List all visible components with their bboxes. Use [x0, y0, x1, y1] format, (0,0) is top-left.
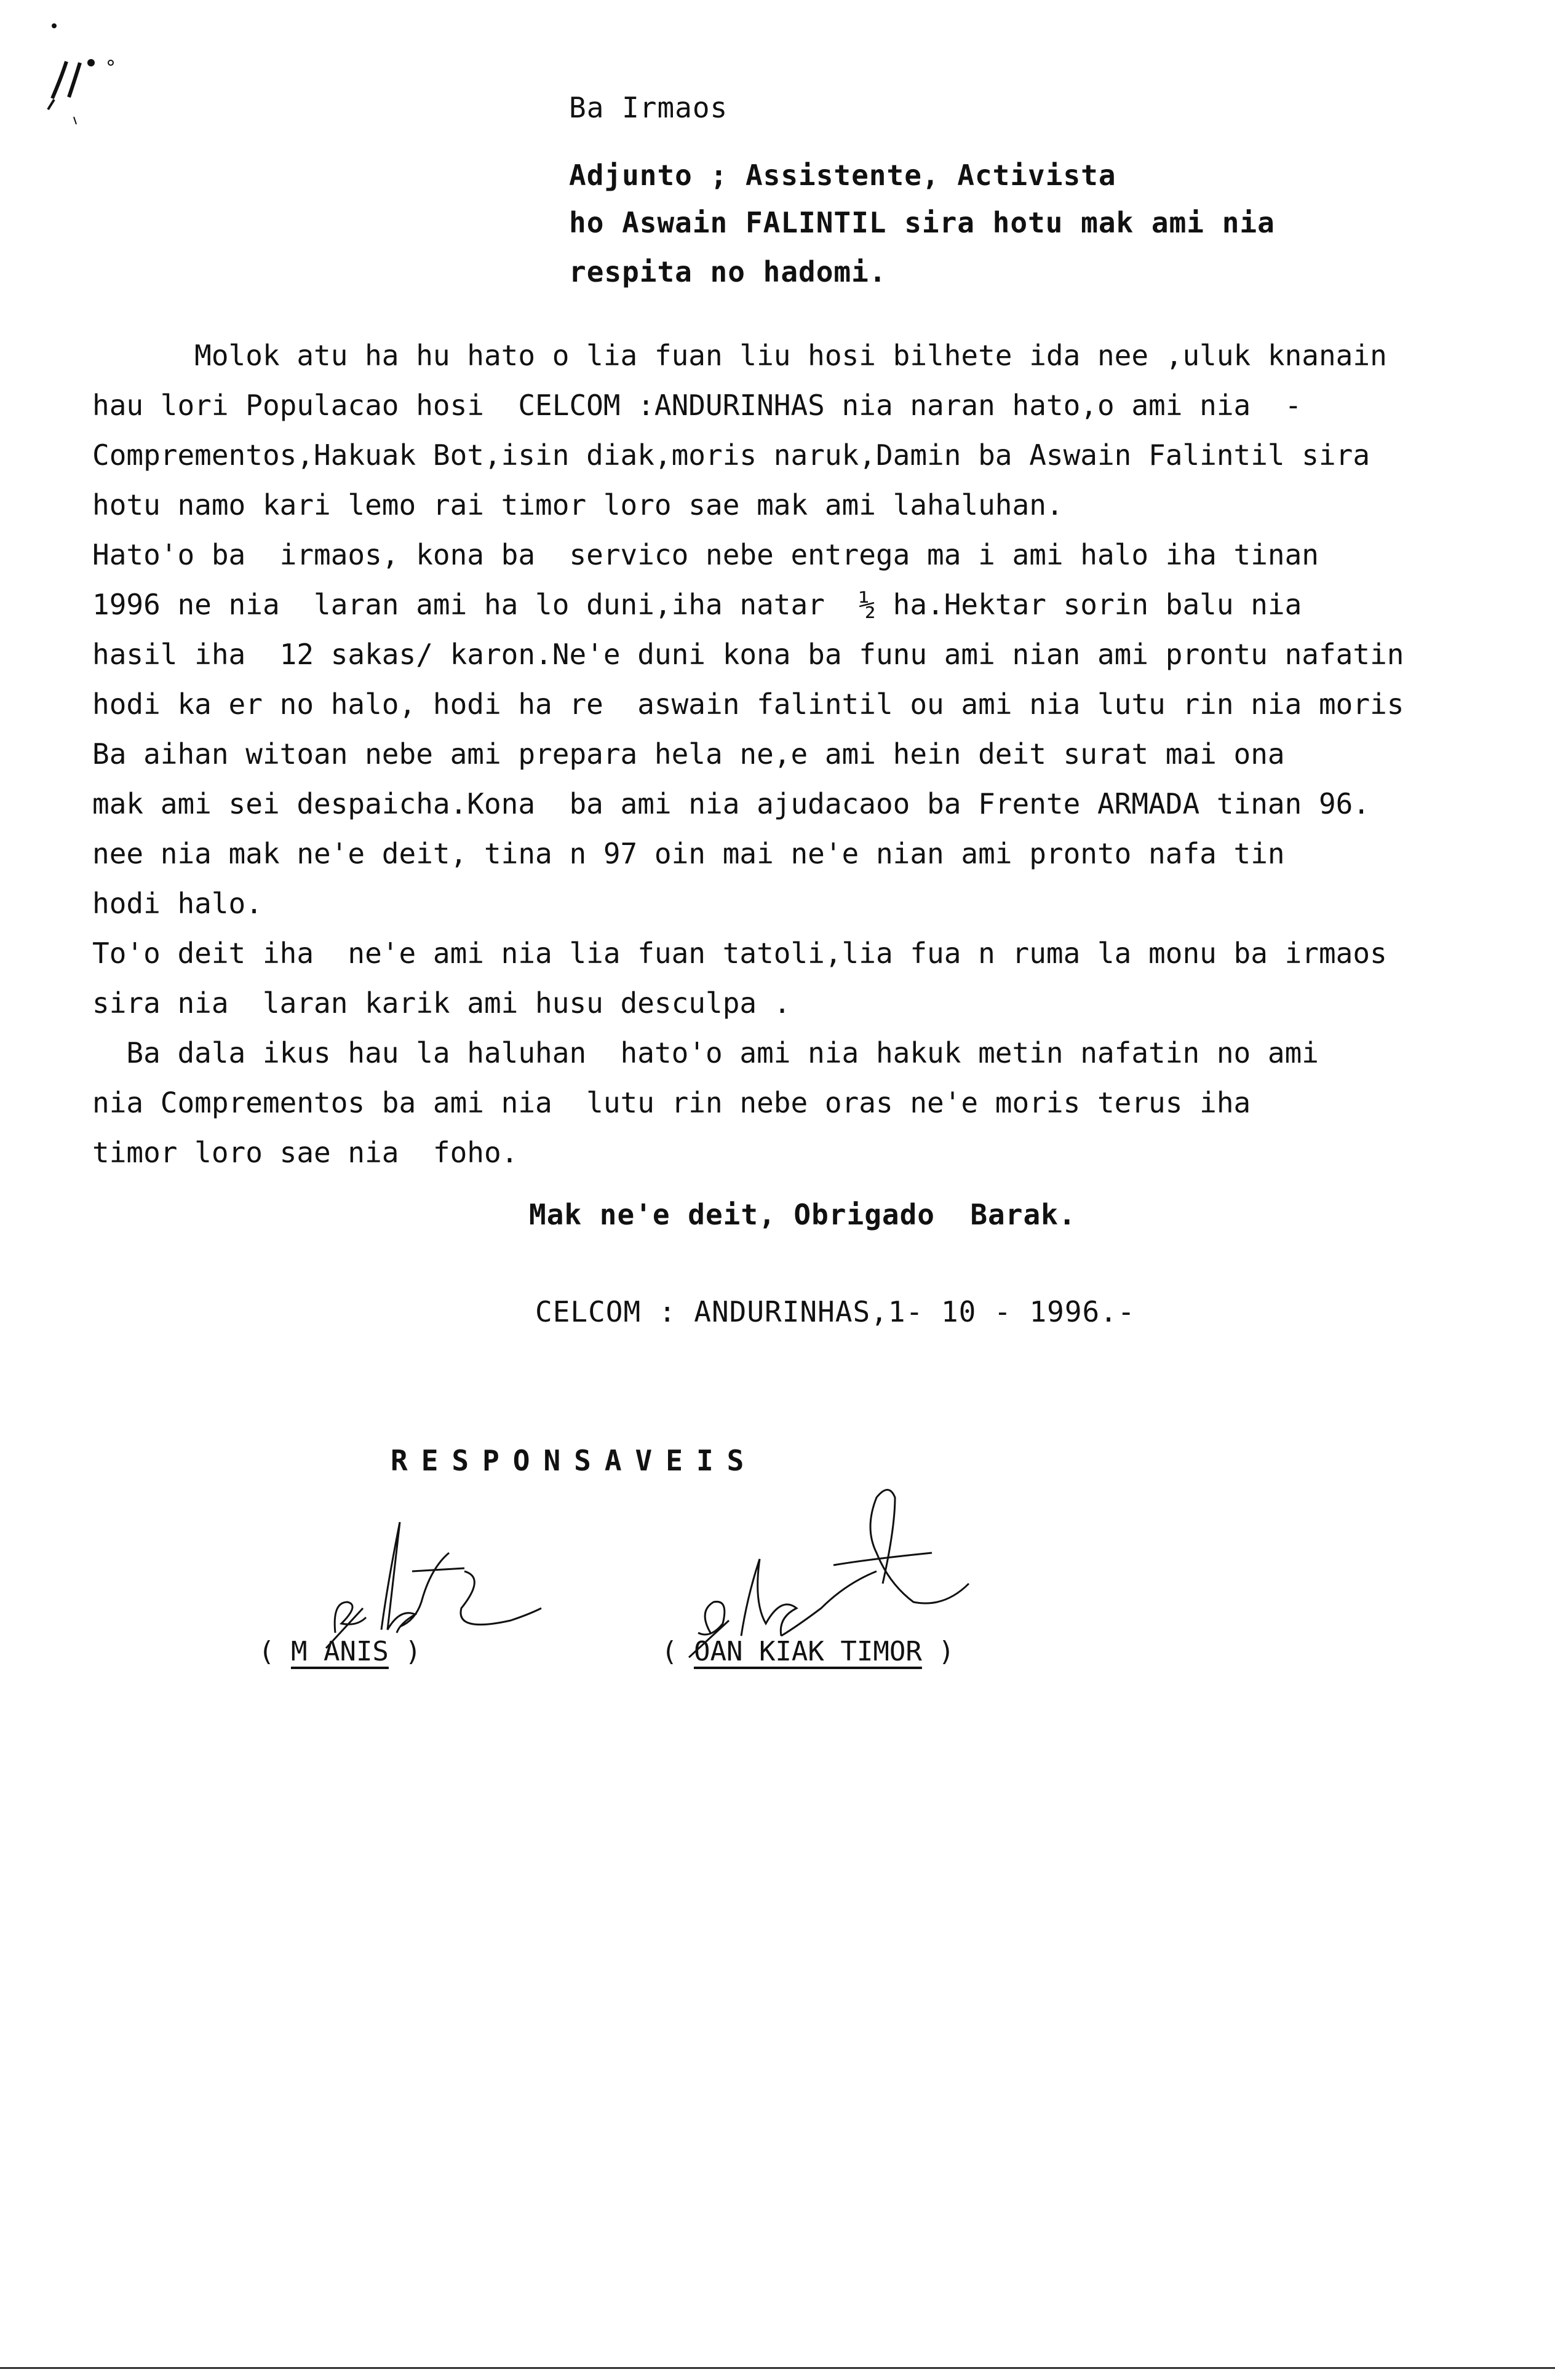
body-line: timor loro sae nia foho. [92, 1136, 519, 1169]
header-line-1: Adjunto ; Assistente, Activista [569, 159, 1116, 192]
left-signature [308, 1510, 566, 1657]
place-and-date: CELCOM : ANDURINHAS,1- 10 - 1996.- [535, 1295, 1135, 1328]
corner-handwritten-mark [18, 18, 123, 141]
header-line-2: ho Aswain FALINTIL sira hotu mak ami nia [569, 206, 1275, 239]
responsible-heading: RESPONSAVEIS [391, 1444, 758, 1477]
body-line: hodi halo. [92, 887, 263, 920]
salutation: Ba Irmaos [569, 91, 728, 124]
right-name-block: ( OAN KIAK TIMOR ) [661, 1636, 955, 1667]
body-line: nee nia mak ne'e deit, tina n 97 oin mai ne'e nian ami pronto nafa tin [92, 837, 1285, 870]
scan-edge-line [0, 2367, 1555, 2369]
closing-thanks: Mak ne'e deit, Obrigado Barak. [529, 1198, 1076, 1231]
body-line: 1996 ne nia laran ami ha lo duni,iha natar ½ ha.Hektar sorin balu nia [92, 588, 1302, 621]
body-line: To'o deit iha ne'e ami nia lia fuan tatoli,lia fua n ruma la monu ba irmaos [92, 937, 1387, 970]
body-line: nia Comprementos ba ami nia lutu rin nebe oras ne'e moris terus iha [92, 1086, 1251, 1119]
left-signatory-name: M ANIS [290, 1636, 389, 1667]
body-line: sira nia laran karik ami husu desculpa . [92, 986, 791, 1020]
body-line: Molok atu ha hu hato o lia fuan liu hosi bilhete ida nee ,uluk knanain [92, 339, 1387, 372]
letter-body [92, 331, 1464, 1178]
body-line: hasil iha 12 sakas/ karon.Ne'e duni kona ba funu ami nian ami prontu nafatin [92, 638, 1404, 671]
body-line: Ba aihan witoan nebe ami prepara hela ne,e ami hein deit surat mai ona [92, 737, 1285, 771]
body-line: Ba dala ikus hau la haluhan hato'o ami nia hakuk metin nafatin no ami [92, 1036, 1319, 1069]
header-line-3: respita no hadomi. [569, 255, 887, 288]
left-name-block: ( M ANIS ) [258, 1636, 421, 1667]
body-line: mak ami sei despaicha.Kona ba ami nia ajudacaoo ba Frente ARMADA tinan 96. [92, 787, 1370, 820]
right-signatory-name: OAN KIAK TIMOR [693, 1636, 922, 1667]
body-line: hodi ka er no halo, hodi ha re aswain falintil ou ami nia lutu rin nia moris [92, 688, 1404, 721]
body-line: hotu namo kari lemo rai timor loro sae mak ami lahaluhan. [92, 488, 1064, 522]
body-line: hau lori Populacao hosi CELCOM :ANDURINHAS nia naran hato,o ami nia - [92, 389, 1302, 422]
body-line: Comprementos,Hakuak Bot,isin diak,moris naruk,Damin ba Aswain Falintil sira [92, 438, 1370, 472]
body-line: Hato'o ba irmaos, kona ba servico nebe entrega ma i ami halo iha tinan [92, 538, 1319, 571]
